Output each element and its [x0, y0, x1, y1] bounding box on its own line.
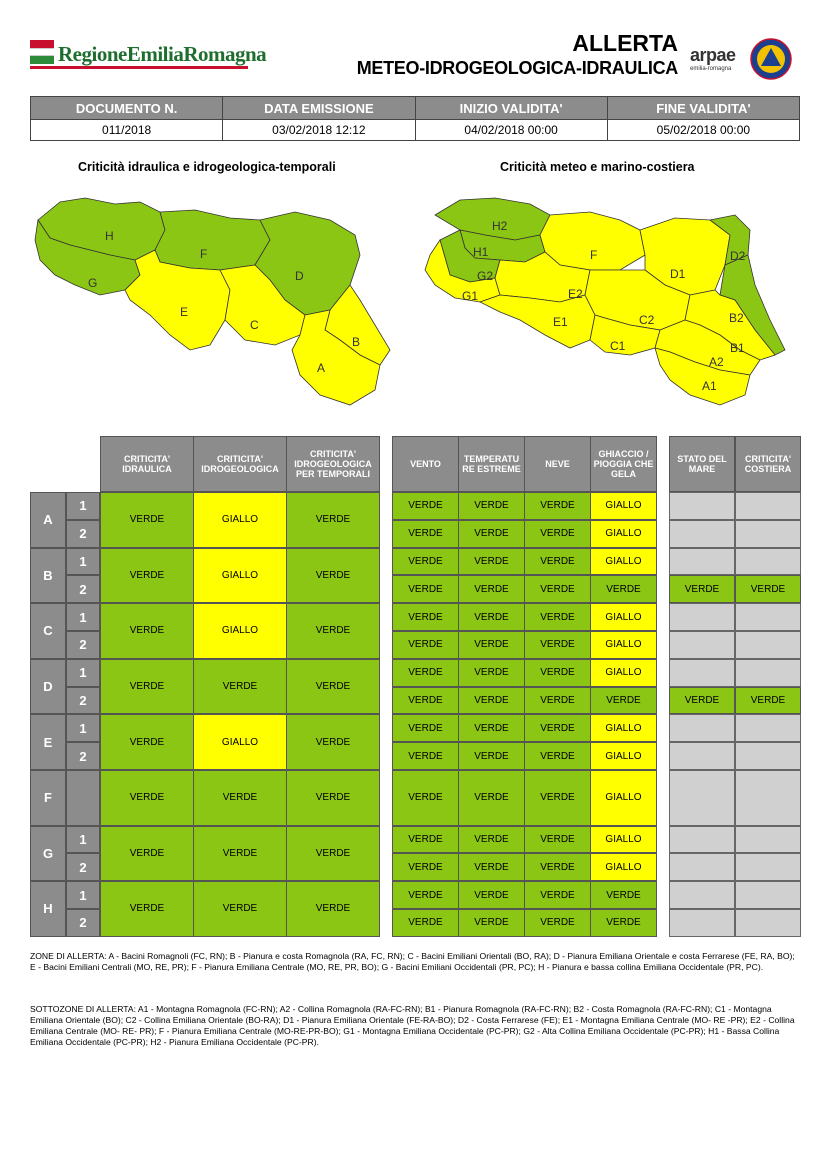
subzone-legend-note: SOTTOZONE DI ALLERTA: A1 - Montagna Romagnola (FC-RN); A2 - Collina Romagnola (RA-FC-RN); B1 - Pianura Romagnola (RA-FC-RN); B2 - Costa Romagnola (RA-FC-RN); C1 - Montagna Emiliana Orientale (BO); C2 - Collina Emiliana Orientale (BO-RA); D1 - Pianura Emiliana Orientale (FE-RA-BO); D2 - Costa Ferrarese (FE); E1 - Montagna Emiliana Centrale (MO- RE -PR); E2 - Collina Emiliana Centrale (MO- RE- PR); F - Pianura Emiliana Centrale (MO-RE-PR-BO); G1 - Montagna Emiliana Occidentale (PC-PR); G2 - Alta Collina Emiliana Occidentale (PC-PR); H1 - Bassa Collina Emiliana Occidentale (PC-PR); H2 - Pianura Emiliana Occidentale (PC-PR). — [30, 1004, 795, 1047]
meteo-cell: VERDE — [524, 826, 591, 854]
page-title: ALLERTA — [572, 30, 678, 56]
meteo-cell: VERDE — [458, 548, 525, 576]
meteo-cell: VERDE — [458, 520, 525, 548]
meteo-cell: VERDE — [458, 575, 525, 603]
meteo-cell: VERDE — [392, 603, 459, 631]
map-label-e: E — [180, 305, 189, 319]
meteo-cell: VERDE — [392, 520, 459, 548]
meteo-cell: GIALLO — [590, 659, 657, 687]
subzone-label: 2 — [66, 575, 100, 603]
mare-cell — [669, 770, 735, 826]
mare-cell — [669, 714, 735, 742]
meteo-cell: GIALLO — [590, 492, 657, 520]
right-zone-map — [420, 190, 800, 415]
mare-cell — [735, 659, 801, 687]
mare-cell — [735, 603, 801, 631]
meteo-cell: VERDE — [392, 631, 459, 659]
meteo-header: NEVE — [524, 436, 591, 492]
mare-cell — [735, 492, 801, 520]
meteo-cell: VERDE — [524, 853, 591, 881]
mare-cell — [735, 631, 801, 659]
mare-cell — [735, 714, 801, 742]
mare-cell — [735, 826, 801, 854]
map-label-h1: H1 — [473, 245, 489, 259]
subzone-label: 1 — [66, 603, 100, 631]
page-subtitle: METEO-IDROGEOLOGICA-IDRAULICA — [356, 58, 678, 78]
mare-cell — [669, 826, 735, 854]
mare-cell — [669, 909, 735, 937]
map-label-h: H — [105, 229, 114, 243]
zone-label: E — [30, 714, 66, 770]
meteo-cell: VERDE — [458, 659, 525, 687]
meteo-cell: VERDE — [392, 853, 459, 881]
valid-from: 04/02/2018 00:00 — [415, 120, 607, 141]
meteo-cell: VERDE — [392, 881, 459, 909]
mare-header: CRITICITA' COSTIERA — [735, 436, 801, 492]
map-label-g1: G1 — [462, 289, 479, 303]
meteo-cell: VERDE — [458, 492, 525, 520]
meteo-cell: GIALLO — [590, 770, 657, 826]
doc-number: 011/2018 — [31, 120, 223, 141]
mare-cell — [735, 520, 801, 548]
flag-icon — [30, 40, 54, 64]
zone-label: D — [30, 659, 66, 715]
meteo-cell: VERDE — [590, 687, 657, 715]
criticita-cell: GIALLO — [193, 548, 287, 604]
meteo-cell: GIALLO — [590, 548, 657, 576]
meteo-cell: VERDE — [524, 659, 591, 687]
left-zone-map — [30, 190, 410, 415]
mare-header: STATO DEL MARE — [669, 436, 735, 492]
mare-cell: VERDE — [669, 687, 735, 715]
mare-cell — [735, 548, 801, 576]
meteo-cell: VERDE — [590, 881, 657, 909]
issue-date: 03/02/2018 12:12 — [223, 120, 415, 141]
meteo-cell: VERDE — [524, 631, 591, 659]
meteo-cell: VERDE — [458, 742, 525, 770]
criticita-header: CRITICITA' IDROGEOLOGICA — [193, 436, 287, 492]
zone-label: C — [30, 603, 66, 659]
subzone-label: 1 — [66, 714, 100, 742]
right-map-title: Criticità meteo e marino-costiera — [500, 160, 695, 174]
map-label-g: G — [88, 276, 98, 290]
map-label-f: F — [200, 247, 208, 261]
criticita-cell: VERDE — [286, 770, 380, 826]
map-label-e1: E1 — [553, 315, 568, 329]
subzone-label — [66, 770, 100, 826]
meteo-cell: GIALLO — [590, 631, 657, 659]
meteo-cell: GIALLO — [590, 603, 657, 631]
criticita-cell: VERDE — [193, 826, 287, 882]
zone-label: H — [30, 881, 66, 937]
criticita-cell: VERDE — [100, 714, 194, 770]
criticita-cell: VERDE — [100, 492, 194, 548]
meteo-cell: VERDE — [392, 826, 459, 854]
map-label-b2: B2 — [729, 311, 744, 325]
meteo-cell: VERDE — [524, 770, 591, 826]
org-name: RegioneEmiliaRomagna — [58, 42, 267, 66]
meteo-cell: VERDE — [458, 714, 525, 742]
criticita-cell: VERDE — [100, 770, 194, 826]
meteo-cell: GIALLO — [590, 853, 657, 881]
meteo-cell: VERDE — [458, 853, 525, 881]
mare-cell — [669, 603, 735, 631]
meteo-cell: VERDE — [590, 575, 657, 603]
meteo-cell: GIALLO — [590, 826, 657, 854]
meteo-cell: VERDE — [458, 687, 525, 715]
criticita-cell: VERDE — [286, 492, 380, 548]
meteo-cell: VERDE — [458, 909, 525, 937]
criticita-cell: VERDE — [100, 548, 194, 604]
mare-cell — [669, 492, 735, 520]
meteo-cell: GIALLO — [590, 742, 657, 770]
meteo-cell: VERDE — [458, 631, 525, 659]
meteo-cell: VERDE — [392, 742, 459, 770]
regione-logo — [30, 40, 267, 72]
meteo-header: VENTO — [392, 436, 459, 492]
mare-cell — [735, 770, 801, 826]
mare-cell — [735, 909, 801, 937]
map-label-d1: D1 — [670, 267, 686, 281]
criticita-cell: VERDE — [286, 548, 380, 604]
meteo-cell: VERDE — [392, 548, 459, 576]
subzone-label: 1 — [66, 826, 100, 854]
criticita-cell: VERDE — [193, 659, 287, 715]
map-label-a: A — [317, 361, 326, 375]
zone-label: A — [30, 492, 66, 548]
meteo-cell: VERDE — [524, 548, 591, 576]
left-map-title: Criticità idraulica e idrogeologica-temporali — [78, 160, 336, 174]
meteo-cell: VERDE — [458, 881, 525, 909]
meteo-cell: VERDE — [392, 575, 459, 603]
arpae-logo: arpae emilia-romagna — [690, 45, 736, 72]
meteo-cell: VERDE — [458, 826, 525, 854]
zone-label: F — [30, 770, 66, 826]
criticita-cell: VERDE — [100, 826, 194, 882]
map-label-a2: A2 — [709, 355, 724, 369]
subzone-label: 1 — [66, 492, 100, 520]
subzone-label: 2 — [66, 742, 100, 770]
map-label-h2: H2 — [492, 219, 508, 233]
meteo-cell: GIALLO — [590, 714, 657, 742]
valid-from-header: INIZIO VALIDITA' — [415, 97, 607, 120]
map-label-c2: C2 — [639, 313, 655, 327]
criticita-cell: VERDE — [193, 770, 287, 826]
map-label-a1: A1 — [702, 379, 717, 393]
meteo-cell: VERDE — [524, 687, 591, 715]
meteo-cell: VERDE — [392, 714, 459, 742]
meteo-cell: VERDE — [458, 603, 525, 631]
meteo-cell: VERDE — [392, 687, 459, 715]
criticita-cell: VERDE — [100, 881, 194, 937]
subzone-label: 1 — [66, 659, 100, 687]
meteo-cell: VERDE — [458, 770, 525, 826]
map-label-e2: E2 — [568, 287, 583, 301]
meteo-cell: VERDE — [524, 603, 591, 631]
meteo-header: GHIACCIO / PIOGGIA CHE GELA — [590, 436, 657, 492]
meteo-cell: GIALLO — [590, 520, 657, 548]
mare-cell: VERDE — [669, 575, 735, 603]
criticita-cell: VERDE — [286, 603, 380, 659]
issue-date-header: DATA EMISSIONE — [223, 97, 415, 120]
criticita-cell: VERDE — [100, 603, 194, 659]
meteo-cell: VERDE — [524, 881, 591, 909]
mare-cell — [669, 742, 735, 770]
meteo-cell: VERDE — [392, 770, 459, 826]
valid-to-header: FINE VALIDITA' — [607, 97, 799, 120]
criticita-cell: VERDE — [286, 714, 380, 770]
meteo-cell: VERDE — [590, 909, 657, 937]
mare-cell — [669, 631, 735, 659]
subzone-label: 2 — [66, 909, 100, 937]
mare-cell — [669, 548, 735, 576]
criticita-cell: VERDE — [286, 659, 380, 715]
meteo-cell: VERDE — [524, 714, 591, 742]
meteo-cell: VERDE — [524, 492, 591, 520]
zone-legend-note: ZONE DI ALLERTA: A - Bacini Romagnoli (FC, RN); B - Pianura e costa Romagnola (RA, FC, RN); C - Bacini Emiliani Orientali (BO, RA); D - Pianura Emiliana Orientale e costa Ferrarese (FE, RA, BO); E - Bacini Emiliani Centrali (MO, RE, PR); F - Pianura Emiliana Centrale (MO, RE, PR, BO); G - Bacini Emiliani Occidentali (PR, PC); H - Pianura e bassa collina Emiliana Occidentale (PR, PC). — [30, 951, 795, 972]
criticita-header: CRITICITA' IDROGEOLOGICA PER TEMPORALI — [286, 436, 380, 492]
subzone-label: 2 — [66, 631, 100, 659]
criticita-cell: VERDE — [286, 881, 380, 937]
map-label-d2: D2 — [730, 249, 746, 263]
meteo-cell: VERDE — [392, 659, 459, 687]
meteo-header: TEMPERATU RE ESTREME — [458, 436, 525, 492]
zone-label: B — [30, 548, 66, 604]
mare-cell — [735, 853, 801, 881]
criticita-cell: GIALLO — [193, 492, 287, 548]
criticita-cell: VERDE — [193, 881, 287, 937]
subzone-label: 1 — [66, 548, 100, 576]
meteo-cell: VERDE — [524, 520, 591, 548]
mare-cell — [669, 659, 735, 687]
meteo-cell: VERDE — [524, 575, 591, 603]
doc-number-header: DOCUMENTO N. — [31, 97, 223, 120]
mare-cell — [669, 520, 735, 548]
document-info-table — [30, 96, 800, 141]
mare-cell — [735, 881, 801, 909]
mare-cell: VERDE — [735, 687, 801, 715]
protezione-civile-logo-icon — [750, 38, 792, 80]
mare-cell — [669, 853, 735, 881]
map-label-b: B — [352, 335, 361, 349]
subzone-label: 2 — [66, 853, 100, 881]
map-label-f-right: F — [590, 248, 598, 262]
mare-cell: VERDE — [735, 575, 801, 603]
zone-label: G — [30, 826, 66, 882]
map-label-c1: C1 — [610, 339, 626, 353]
meteo-cell: VERDE — [524, 909, 591, 937]
criticita-header: CRITICITA' IDRAULICA — [100, 436, 194, 492]
criticita-cell: GIALLO — [193, 714, 287, 770]
subzone-label: 1 — [66, 881, 100, 909]
map-label-c: C — [250, 318, 259, 332]
map-label-d: D — [295, 269, 304, 283]
meteo-cell: VERDE — [524, 742, 591, 770]
mare-cell — [735, 742, 801, 770]
criticita-cell: GIALLO — [193, 603, 287, 659]
criticita-cell: VERDE — [286, 826, 380, 882]
map-label-b1: B1 — [730, 341, 745, 355]
valid-to: 05/02/2018 00:00 — [607, 120, 799, 141]
meteo-cell: VERDE — [392, 909, 459, 937]
mare-cell — [669, 881, 735, 909]
meteo-cell: VERDE — [392, 492, 459, 520]
map-label-g2: G2 — [477, 269, 494, 283]
subzone-label: 2 — [66, 687, 100, 715]
criticita-cell: VERDE — [100, 659, 194, 715]
subzone-label: 2 — [66, 520, 100, 548]
